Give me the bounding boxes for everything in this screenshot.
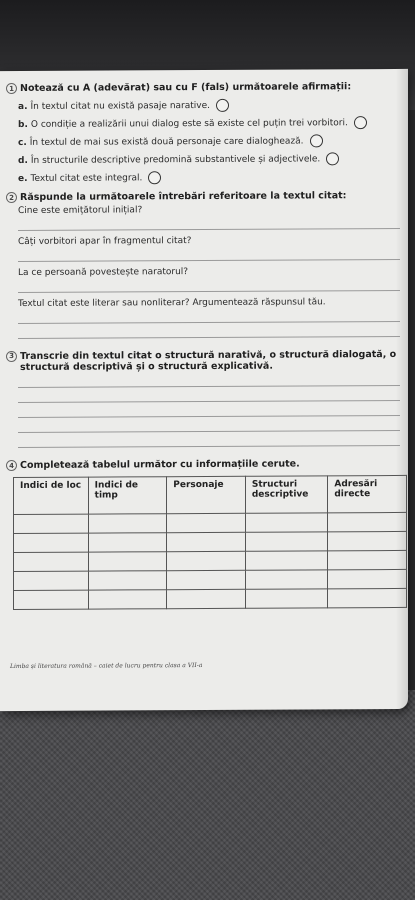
table-cell[interactable] xyxy=(88,571,167,590)
answer-circle[interactable] xyxy=(216,99,229,112)
exercise-3-title xyxy=(6,349,404,373)
statement-e xyxy=(18,171,404,184)
statement-d xyxy=(18,153,404,166)
question-prompt: Textul citat este literar sau nonliterar? Argumentează răspunsul tău. xyxy=(18,297,326,309)
exercise-4-number: 4 xyxy=(6,460,17,471)
header-adresari-directe: Adresări directe xyxy=(328,475,407,512)
true-false-list xyxy=(18,99,404,184)
statement-letter: c. xyxy=(18,137,27,148)
table-cell[interactable] xyxy=(14,571,89,590)
exercise-1-instruction: Notează cu A (adevărat) sau cu F (fals) următoarele afirmații: xyxy=(20,81,352,94)
question-prompt: Câți vorbitori apar în fragmentul citat? xyxy=(18,236,192,247)
answer-circle[interactable] xyxy=(354,116,367,129)
table-cell[interactable] xyxy=(14,533,89,552)
exercise-2-title xyxy=(6,190,404,203)
table-cell[interactable] xyxy=(167,570,246,589)
header-indici-de-timp: Indici de timp xyxy=(88,477,167,514)
header-personaje: Personaje xyxy=(167,476,246,513)
background-fabric xyxy=(0,690,415,900)
table-row xyxy=(14,588,407,609)
info-table xyxy=(13,475,407,610)
table-cell[interactable] xyxy=(245,532,328,551)
statement-text: În textul de mai sus există două personaje care dialoghează. xyxy=(29,135,304,148)
answer-line[interactable] xyxy=(18,431,400,448)
table-cell[interactable] xyxy=(167,532,246,551)
table-row xyxy=(14,569,407,590)
table-header-row xyxy=(14,475,407,514)
table-cell[interactable] xyxy=(245,551,328,570)
statement-text: O condiție a realizării unui dialog este să existe cel puțin trei vorbitori. xyxy=(30,117,348,130)
workbook-page xyxy=(0,69,408,711)
statement-text: Textul citat este integral. xyxy=(30,172,143,184)
exercise-1-title xyxy=(6,81,404,94)
table-cell[interactable] xyxy=(14,514,89,533)
table-cell[interactable] xyxy=(88,533,167,552)
table-cell[interactable] xyxy=(328,588,407,607)
exercise-3-number: 3 xyxy=(6,351,17,362)
exercise-3-instruction: Transcrie din textul citat o structură narativă, o structură dialogată, o structură descriptivă și o structură explicativă. xyxy=(20,348,397,373)
exercise-3 xyxy=(6,349,404,448)
exercise-1 xyxy=(6,81,404,184)
answer-line[interactable] xyxy=(18,214,400,231)
statement-letter: b. xyxy=(18,119,28,130)
exercise-2 xyxy=(6,190,404,339)
statement-text: În structurile descriptive predomină substantivele și adjectivele. xyxy=(30,153,321,166)
question-prompt: Cine este emițătorul inițial? xyxy=(18,205,143,216)
header-indici-de-loc: Indici de loc xyxy=(14,477,89,514)
answer-line[interactable] xyxy=(18,322,400,339)
question-prompt: La ce persoană povestește naratorul? xyxy=(18,267,189,278)
table-cell[interactable] xyxy=(328,512,407,531)
statement-a xyxy=(18,99,404,112)
exercise-4-title xyxy=(6,458,404,471)
statement-letter: a. xyxy=(18,101,28,112)
answer-line[interactable] xyxy=(18,245,400,262)
answer-line[interactable] xyxy=(18,276,400,293)
statement-c xyxy=(18,135,404,148)
table-cell[interactable] xyxy=(245,513,328,532)
table-cell[interactable] xyxy=(328,550,407,569)
statement-letter: d. xyxy=(18,155,28,166)
table-cell[interactable] xyxy=(167,551,246,570)
table-cell[interactable] xyxy=(88,590,167,609)
answer-circle[interactable] xyxy=(310,134,323,147)
table-cell[interactable] xyxy=(88,514,167,533)
table-row xyxy=(14,512,407,533)
statement-text: În textul citat nu există pasaje narative. xyxy=(30,100,211,112)
exercise-4 xyxy=(6,458,404,610)
statement-b xyxy=(18,117,404,130)
page-footer: Limba și literatura română – caiet de lucru pentru clasa a VII-a xyxy=(10,662,203,671)
table-cell[interactable] xyxy=(245,570,328,589)
table-row xyxy=(14,531,407,552)
answer-circle[interactable] xyxy=(326,152,339,165)
exercise-4-instruction: Completează tabelul următor cu informațiile cerute. xyxy=(20,458,300,471)
answer-circle[interactable] xyxy=(148,171,161,184)
table-row xyxy=(14,550,407,571)
table-cell[interactable] xyxy=(14,552,89,571)
table-cell[interactable] xyxy=(14,590,89,609)
table-cell[interactable] xyxy=(88,552,167,571)
table-cell[interactable] xyxy=(328,569,407,588)
table-cell[interactable] xyxy=(245,589,328,608)
exercise-2-number: 2 xyxy=(6,192,17,203)
exercise-2-instruction: Răspunde la următoarele întrebări referitoare la textul citat: xyxy=(20,190,347,203)
table-cell[interactable] xyxy=(167,589,246,608)
page-content xyxy=(6,81,404,671)
statement-letter: e. xyxy=(18,173,28,184)
table-cell[interactable] xyxy=(328,531,407,550)
header-structuri-descriptive: Structuri descriptive xyxy=(245,476,328,513)
exercise-1-number: 1 xyxy=(6,83,17,94)
table-cell[interactable] xyxy=(167,513,246,532)
